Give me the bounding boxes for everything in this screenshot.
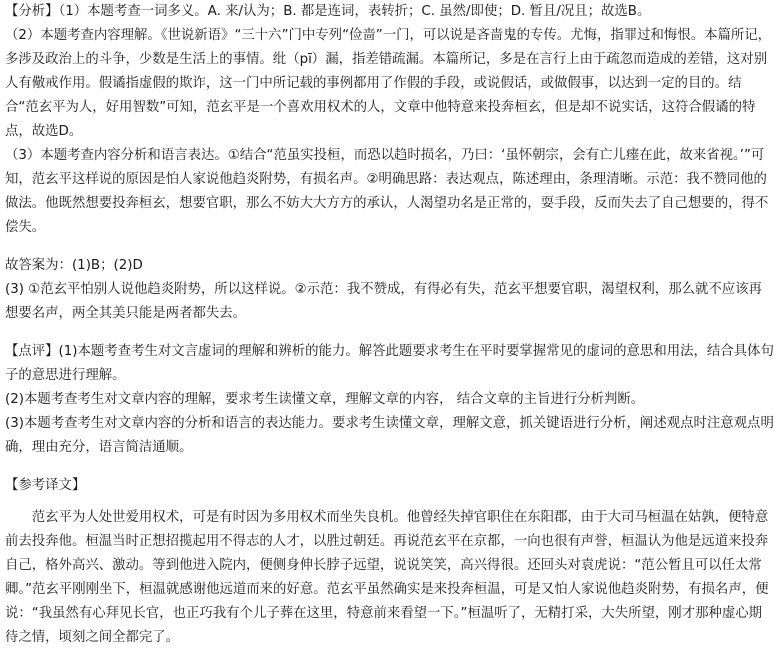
comment-part1: 【点评】(1)本题考查考生对文言虚词的理解和辨析的能力。解答此题要求考生在平时要掌握常见的虚词的意思和用法，结合具体句子的意思进行理解。 bbox=[5, 344, 774, 383]
answer-explanation bbox=[5, 0, 775, 650]
translation-body: 范玄平为人处世爱用权术，可是有时因为多用权术而坐失良机。他曾经失掉官职住在东阳郡，由于大司马桓温在姑孰，便特意前去投奔他。桓温当时正想招揽起用不得志的人才，以胜过朝廷。再说范玄平在京都，一向也很有声誉，桓温认为他是远道来投奔自己，格外高兴、激动。等到他进入院内，便侧身伸长脖子远望，说说笑笑，高兴得很。还回头对袁虎说：“范公暂且可以任太常卿。”范玄平刚刚坐下，桓温就感谢他远道而来的好意。范玄平虽然确实是来投奔桓温，可是又怕人家说他趋炎附势，有损名声，便说：“我虽然有心拜见长官，也正巧我有个儿子葬在这里，特意前来看望一下。”桓温听了，无精打采，大失所望，刚才那种虚心期待之情，顷刻之间全都完了。 bbox=[5, 510, 769, 645]
analysis-part1: 【分析】（1）本题考查一词多义。A. 来/认为；B. 都是连词，表转折；C. 虽然/即使；D. 暂且/况且；故选B。 bbox=[5, 4, 651, 19]
comment-part3: (3)本题考查考生对文章内容的分析和语言的表达能力。要求考生读懂文章，理解文意，抓关键语进行分析，阐述观点时注意观点明确，理由充分，语言简洁通顺。 bbox=[5, 416, 774, 455]
comment-part2: (2)本题考查考生对文章内容的理解，要求考生读懂文章，理解文章的内容， 结合文章的主旨进行分析判断。 bbox=[5, 392, 645, 407]
translation-heading: 【参考译文】 bbox=[5, 478, 86, 493]
analysis-part2: （2）本题考查内容理解。《世说新语》“三十六”门中专列“俭啬”一门，可以说是吝啬鬼的专传。尤悔，指罪过和悔恨。本篇所记，多涉及政治上的斗争，少数是生活上的事情。纰（pī）漏，指差错疏漏。本篇所记，多是在言行上由于疏忽而造成的差错，这对别人有儆戒作用。假谲指虚假的欺诈，这一门中所记载的事例都用了作假的手段，或说假话，或做假事，以达到一定的目的。结合“范玄平为人，好用智数”可知，范玄平是一个喜欢用权术的人，文章中他特意来投奔桓玄，但是却不说实话，这符合假谲的特点，故选D。 bbox=[5, 28, 772, 139]
answer-line1: 故答案为：(1)B；(2)D bbox=[5, 258, 143, 273]
answer-line2: (3) ①范玄平怕别人说他趋炎附势，所以这样说。②示范：我不赞成，有得必有失，范玄平想要官职，渴望权利，那么就不应该再想要名声，两全其美只能是两者都失去。 bbox=[5, 282, 762, 321]
analysis-part3: （3）本题考查内容分析和语言表达。①结合“范虽实投桓，而恐以趋时损名，乃曰：‘虽怀朝宗，会有亡儿瘗在此，故来省视。’”可知，范玄平这样说的原因是怕人家说他趋炎附势，有损名声。②明确思路：表达观点，陈述理由，条理清晰。示范：我不赞同他的做法。他既然想要投奔桓玄，想要官职，那么不妨大大方方的承认，人渴望功名是正常的，耍手段，反而失去了自己想要的，得不偿失。 bbox=[5, 148, 769, 235]
